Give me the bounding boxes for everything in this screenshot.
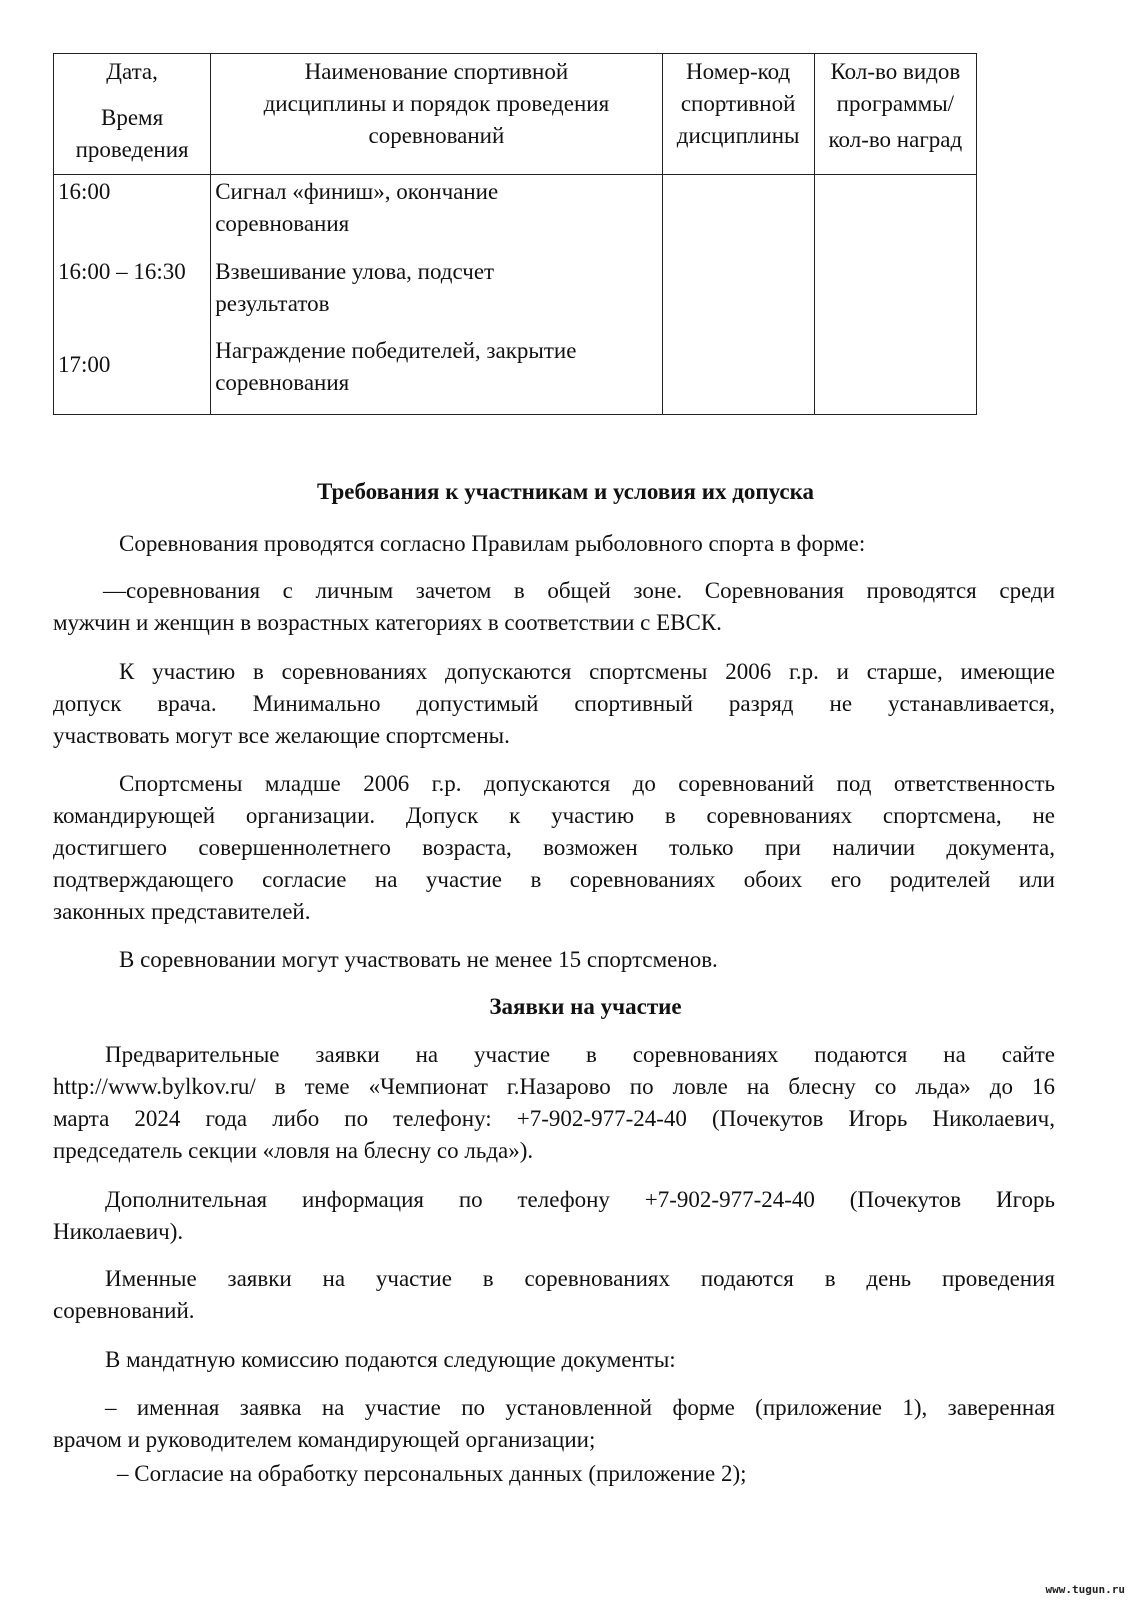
header-text: кол-во наград <box>828 127 963 152</box>
header-text: Дата, <box>106 59 158 84</box>
row-time: 17:00 <box>58 352 111 377</box>
watermark: www.tugun.ru <box>1045 1583 1125 1596</box>
row-event <box>215 256 655 320</box>
paragraph-line: Спортсмены младше 2006 г.р. допускаются до соревнований под ответственность <box>119 771 1055 796</box>
paragraph-line: законных представителей. <box>53 899 311 924</box>
header-text: Номер-код <box>686 59 791 84</box>
paragraph-line: К участию в соревнованиях допускаются спортсмены 2006 г.р. и старше, имеющие <box>119 659 1055 684</box>
paragraph-line: подтверждающего согласие на участие в соревнованиях обоих его родителей или <box>53 867 1055 892</box>
event-text: соревнования <box>215 370 350 395</box>
code-cell <box>662 175 814 415</box>
event-cell <box>211 175 662 415</box>
header-discipline <box>211 54 662 175</box>
paragraph-line: Предварительные заявки на участие в соревнованиях подаются на сайте <box>105 1042 1055 1067</box>
paragraph-line: Николаевич). <box>53 1219 184 1244</box>
header-date-time <box>54 54 211 175</box>
event-text: соревнования <box>215 211 350 236</box>
paragraph-line: Дополнительная информация по телефону +7-902-977-24-40 (Почекутов Игорь <box>105 1187 1055 1212</box>
header-text: дисциплины <box>676 123 800 148</box>
paragraph: В мандатную комиссию подаются следующие документы: <box>105 1347 676 1372</box>
paragraph: В соревновании могут участвовать не менее 15 спортсменов. <box>119 947 718 972</box>
paragraph-line: допуск врача. Минимально допустимый спортивный разряд не устанавливается, <box>53 691 1055 716</box>
header-text: программы/ <box>836 91 955 116</box>
paragraph: Соревнования проводятся согласно Правилам рыболовного спорта в форме: <box>119 531 866 556</box>
row-time: 16:00 – 16:30 <box>58 259 186 284</box>
header-text: Наименование спортивной <box>304 59 569 84</box>
event-text: результатов <box>215 291 330 316</box>
header-code <box>662 54 814 175</box>
time-cell <box>54 175 211 415</box>
paragraph-line: —соревнования с личным зачетом в общей зоне. Соревнования проводятся среди <box>103 578 1055 603</box>
header-text: Время <box>101 105 164 130</box>
row-event <box>215 176 655 240</box>
event-text: Взвешивание улова, подсчет <box>215 259 495 284</box>
table-row <box>54 175 977 415</box>
table-header-row <box>54 54 977 175</box>
paragraph-line: председатель секции «ловля на блесну со льда»). <box>53 1138 534 1163</box>
list-item: – Согласие на обработку персональных данных (приложение 2); <box>117 1461 747 1486</box>
row-time: 16:00 <box>58 179 111 204</box>
paragraph-line: командирующей организации. Допуск к участию в соревнованиях спортсмена, не <box>53 803 1055 828</box>
list-item-line: врачом и руководителем командирующей организации; <box>53 1427 596 1452</box>
event-text: Награждение победителей, закрытие <box>215 338 577 363</box>
header-text: дисциплины и порядок проведения <box>263 91 610 116</box>
section-heading-applications: Заявки на участие <box>489 994 682 1019</box>
paragraph-line: соревнований. <box>53 1298 195 1323</box>
section-heading-requirements: Требования к участникам и условия их допуска <box>316 479 814 504</box>
header-text: соревнований <box>368 123 505 148</box>
header-text: проведения <box>75 137 189 162</box>
paragraph-line: участвовать могут все желающие спортсмены. <box>53 723 510 748</box>
awards-cell <box>814 175 976 415</box>
schedule-table <box>53 53 977 415</box>
paragraph-line: мужчин и женщин в возрастных категориях в соответствии с ЕВСК. <box>53 610 722 635</box>
paragraph-line: марта 2024 года либо по телефону: +7-902-977-24-40 (Почекутов Игорь Николаевич, <box>53 1106 1055 1131</box>
header-awards <box>814 54 976 175</box>
paragraph-line: http://www.bylkov.ru/ в теме «Чемпионат г.Назарово по ловле на блесну со льда» до 16 <box>53 1074 1055 1099</box>
header-text: спортивной <box>680 91 796 116</box>
paragraph-line: Именные заявки на участие в соревнованиях подаются в день проведения <box>105 1266 1055 1291</box>
paragraph-line: достигшего совершеннолетнего возраста, возможен только при наличии документа, <box>53 835 1055 860</box>
event-text: Сигнал «финиш», окончание <box>215 179 499 204</box>
row-event <box>215 335 655 399</box>
list-item-line: – именная заявка на участие по установленной форме (приложение 1), заверенная <box>105 1395 1055 1420</box>
header-text: Кол-во видов <box>830 59 961 84</box>
